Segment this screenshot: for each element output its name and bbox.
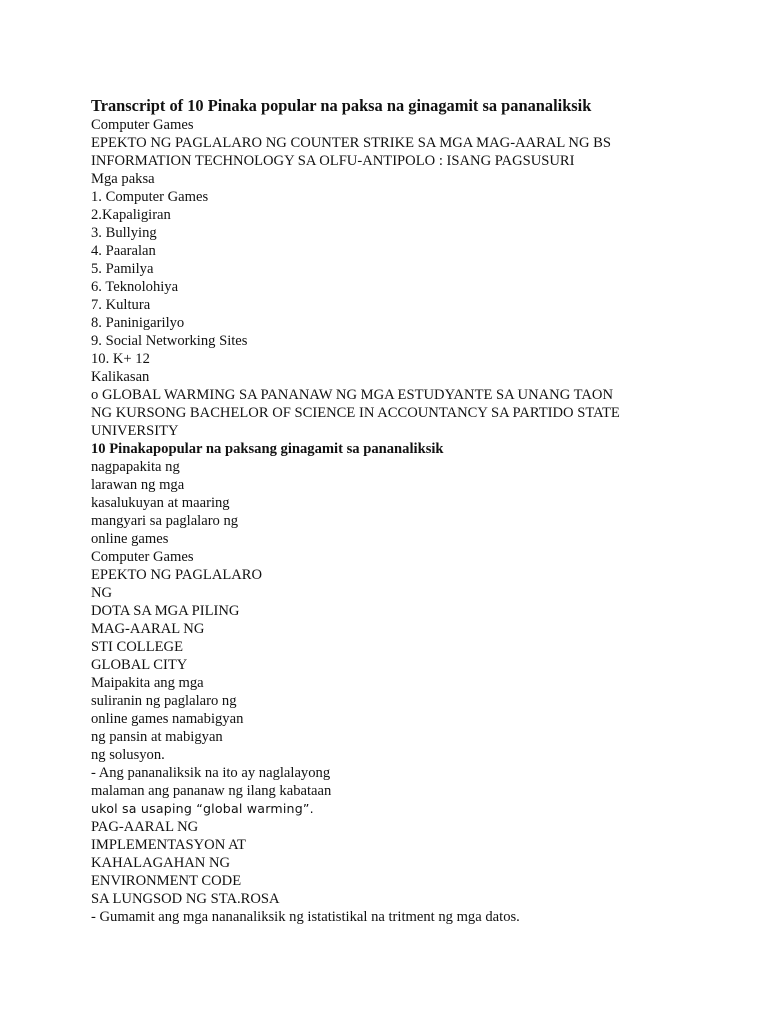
text-line: INFORMATION TECHNOLOGY SA OLFU-ANTIPOLO : ISANG PAGSUSURI <box>91 153 575 169</box>
list-item: 3. Bullying <box>91 225 157 241</box>
text-line: DOTA SA MGA PILING <box>91 603 240 619</box>
text-line: KAHALAGAHAN NG <box>91 855 231 871</box>
text-line: Kalikasan <box>91 369 150 385</box>
text-line: - Gumamit ang mga nananaliksik ng istatistikal na tritment ng mga datos. <box>91 909 520 925</box>
text-line-quote: ukol sa usaping “global warming”. <box>91 801 314 816</box>
list-item: 1. Computer Games <box>91 189 209 205</box>
text-line: nagpapakita ng <box>91 459 180 475</box>
list-item: 2.Kapaligiran <box>91 207 171 223</box>
text-line: NG <box>91 585 113 601</box>
text-line: UNIVERSITY <box>91 423 179 439</box>
text-line: larawan ng mga <box>91 477 185 493</box>
list-item: 5. Pamilya <box>91 261 154 277</box>
list-item: 9. Social Networking Sites <box>91 333 248 349</box>
text-line: STI COLLEGE <box>91 639 184 655</box>
text-line: ng pansin at mabigyan <box>91 729 223 745</box>
text-line: PAG-AARAL NG <box>91 819 199 835</box>
text-line: EPEKTO NG PAGLALARO <box>91 567 263 583</box>
section-heading: 10 Pinakapopular na paksang ginagamit sa pananaliksik <box>91 441 444 457</box>
text-line: o GLOBAL WARMING SA PANANAW NG MGA ESTUDYANTE SA UNANG TAON <box>91 387 613 403</box>
text-line: Mga paksa <box>91 171 155 187</box>
document-title: Transcript of 10 Pinaka popular na paksa na ginagamit sa pananaliksik <box>91 96 592 115</box>
text-line: online games <box>91 531 169 547</box>
text-line: malaman ang pananaw ng ilang kabataan <box>91 783 332 799</box>
text-line: SA LUNGSOD NG STA.ROSA <box>91 891 280 907</box>
text-line: Computer Games <box>91 117 194 133</box>
list-item: 10. K+ 12 <box>91 351 150 367</box>
text-line: suliranin ng paglalaro ng <box>91 693 237 709</box>
text-line: mangyari sa paglalaro ng <box>91 513 239 529</box>
text-line: IMPLEMENTASYON AT <box>91 837 246 853</box>
text-line: MAG-AARAL NG <box>91 621 205 637</box>
text-line: online games namabigyan <box>91 711 244 727</box>
document-body <box>91 96 751 926</box>
list-item: 6. Teknolohiya <box>91 279 179 295</box>
text-line: ENVIRONMENT CODE <box>91 873 242 889</box>
text-line: EPEKTO NG PAGLALARO NG COUNTER STRIKE SA MGA MAG-AARAL NG BS <box>91 135 612 151</box>
text-line: NG KURSONG BACHELOR OF SCIENCE IN ACCOUNTANCY SA PARTIDO STATE <box>91 405 620 421</box>
list-item: 4. Paaralan <box>91 243 156 259</box>
list-item: 8. Paninigarilyo <box>91 315 185 331</box>
list-item: 7. Kultura <box>91 297 151 313</box>
text-line: Maipakita ang mga <box>91 675 204 691</box>
text-line: - Ang pananaliksik na ito ay naglalayong <box>91 765 331 781</box>
text-line: kasalukuyan at maaring <box>91 495 230 511</box>
text-line: Computer Games <box>91 549 194 565</box>
text-line: GLOBAL CITY <box>91 657 188 673</box>
text-line: ng solusyon. <box>91 747 165 763</box>
